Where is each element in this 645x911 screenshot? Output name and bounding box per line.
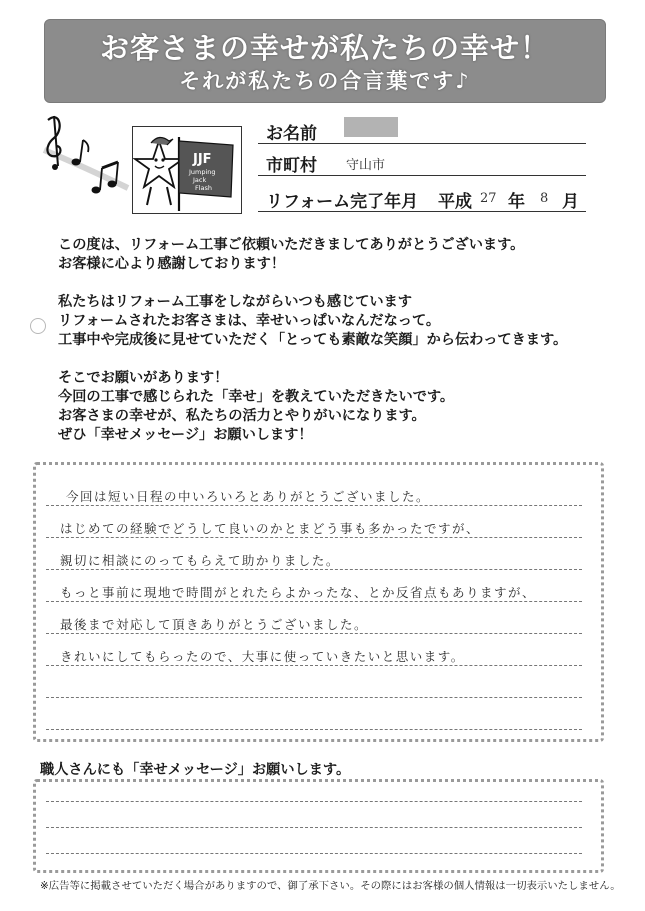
name-row [258,117,586,144]
completion-label: リフォーム完了年月 [266,192,419,212]
mascot-illustration [132,126,242,214]
craftsmen-message-box [33,779,604,873]
month-value: 8 [540,191,549,206]
logo-sub3: Flash [195,184,213,192]
name-label: お名前 [266,124,317,144]
writing-line [46,697,582,698]
month-unit: 月 [562,192,579,212]
punch-hole [30,318,46,334]
handwritten-line: はじめての経験でどうして良いのかとまどう事も多かったですが、 [60,521,481,536]
writing-line [46,665,582,666]
handwritten-line: もっと事前に現地で時間がとれたらよかったな、とか反省点もありますが、 [60,585,537,600]
handwritten-line: 親切に相談にのってもらえて助かりました。 [60,553,340,568]
writing-line [46,827,582,828]
writing-line [46,853,582,854]
logo-sub1: Jumping [189,168,216,176]
year-value: 27 [480,191,497,206]
intro-text [58,236,598,445]
banner-title: お客さまの幸せが私たちの幸せ！ [99,31,550,65]
header-banner [44,19,606,103]
city-label: 市町村 [266,156,317,176]
intro-line: 工事中や完成後に見せていただく「とっても素敵な笑顔」から伝わってきます。 [58,332,568,348]
writing-line [46,729,582,730]
redacted-name [344,117,398,137]
writing-line [46,633,582,634]
writing-line [46,601,582,602]
writing-line [46,569,582,570]
handwritten-line: 今回は短い日程の中いろいろとありがとうございました。 [66,489,431,504]
completion-row [258,185,586,212]
craftsmen-title: 職人さんにも「幸せメッセージ」お願いします。 [40,762,351,778]
music-notes-icon [40,110,130,205]
intro-line: ぜひ「幸せメッセージ」お願いします！ [58,427,313,443]
intro-line: この度は、リフォーム工事ご依頼いただきましてありがとうございます。 [58,237,525,253]
footnote: ※広告等に掲載させていただく場合がありますので、御了承下さい。その際にはお客様の個人情報は一切表示いたしません。 [40,880,621,892]
year-unit: 年 [508,192,525,212]
intro-line: お客様に心より感謝しております！ [58,256,286,272]
intro-line: 私たちはリフォーム工事をしながらいつも感じています [58,294,412,310]
intro-line: リフォームされたお客さまは、幸せいっぱいなんだなって。 [58,313,441,329]
banner-subtitle: それが私たちの合言葉です♪ [179,69,471,93]
city-row [258,149,586,176]
city-value: 守山市 [346,158,386,173]
intro-line: お客さまの幸せが、私たちの活力とやりがいになります。 [58,408,426,424]
writing-line [46,537,582,538]
logo-text: JJF [193,152,212,167]
mascot-icon [133,127,241,213]
handwritten-line: 最後まで対応して頂きありがとうございました。 [60,617,369,632]
intro-line: そこでお願いがあります！ [58,370,229,386]
era-label: 平成 [438,192,472,212]
handwritten-line: きれいにしてもらったので、大事に使っていきたいと思います。 [60,649,465,664]
writing-line [46,505,582,506]
intro-line: 今回の工事で感じられた「幸せ」を教えていただきたいです。 [58,389,455,405]
logo-sub2: Jack [193,176,207,184]
writing-line [46,801,582,802]
